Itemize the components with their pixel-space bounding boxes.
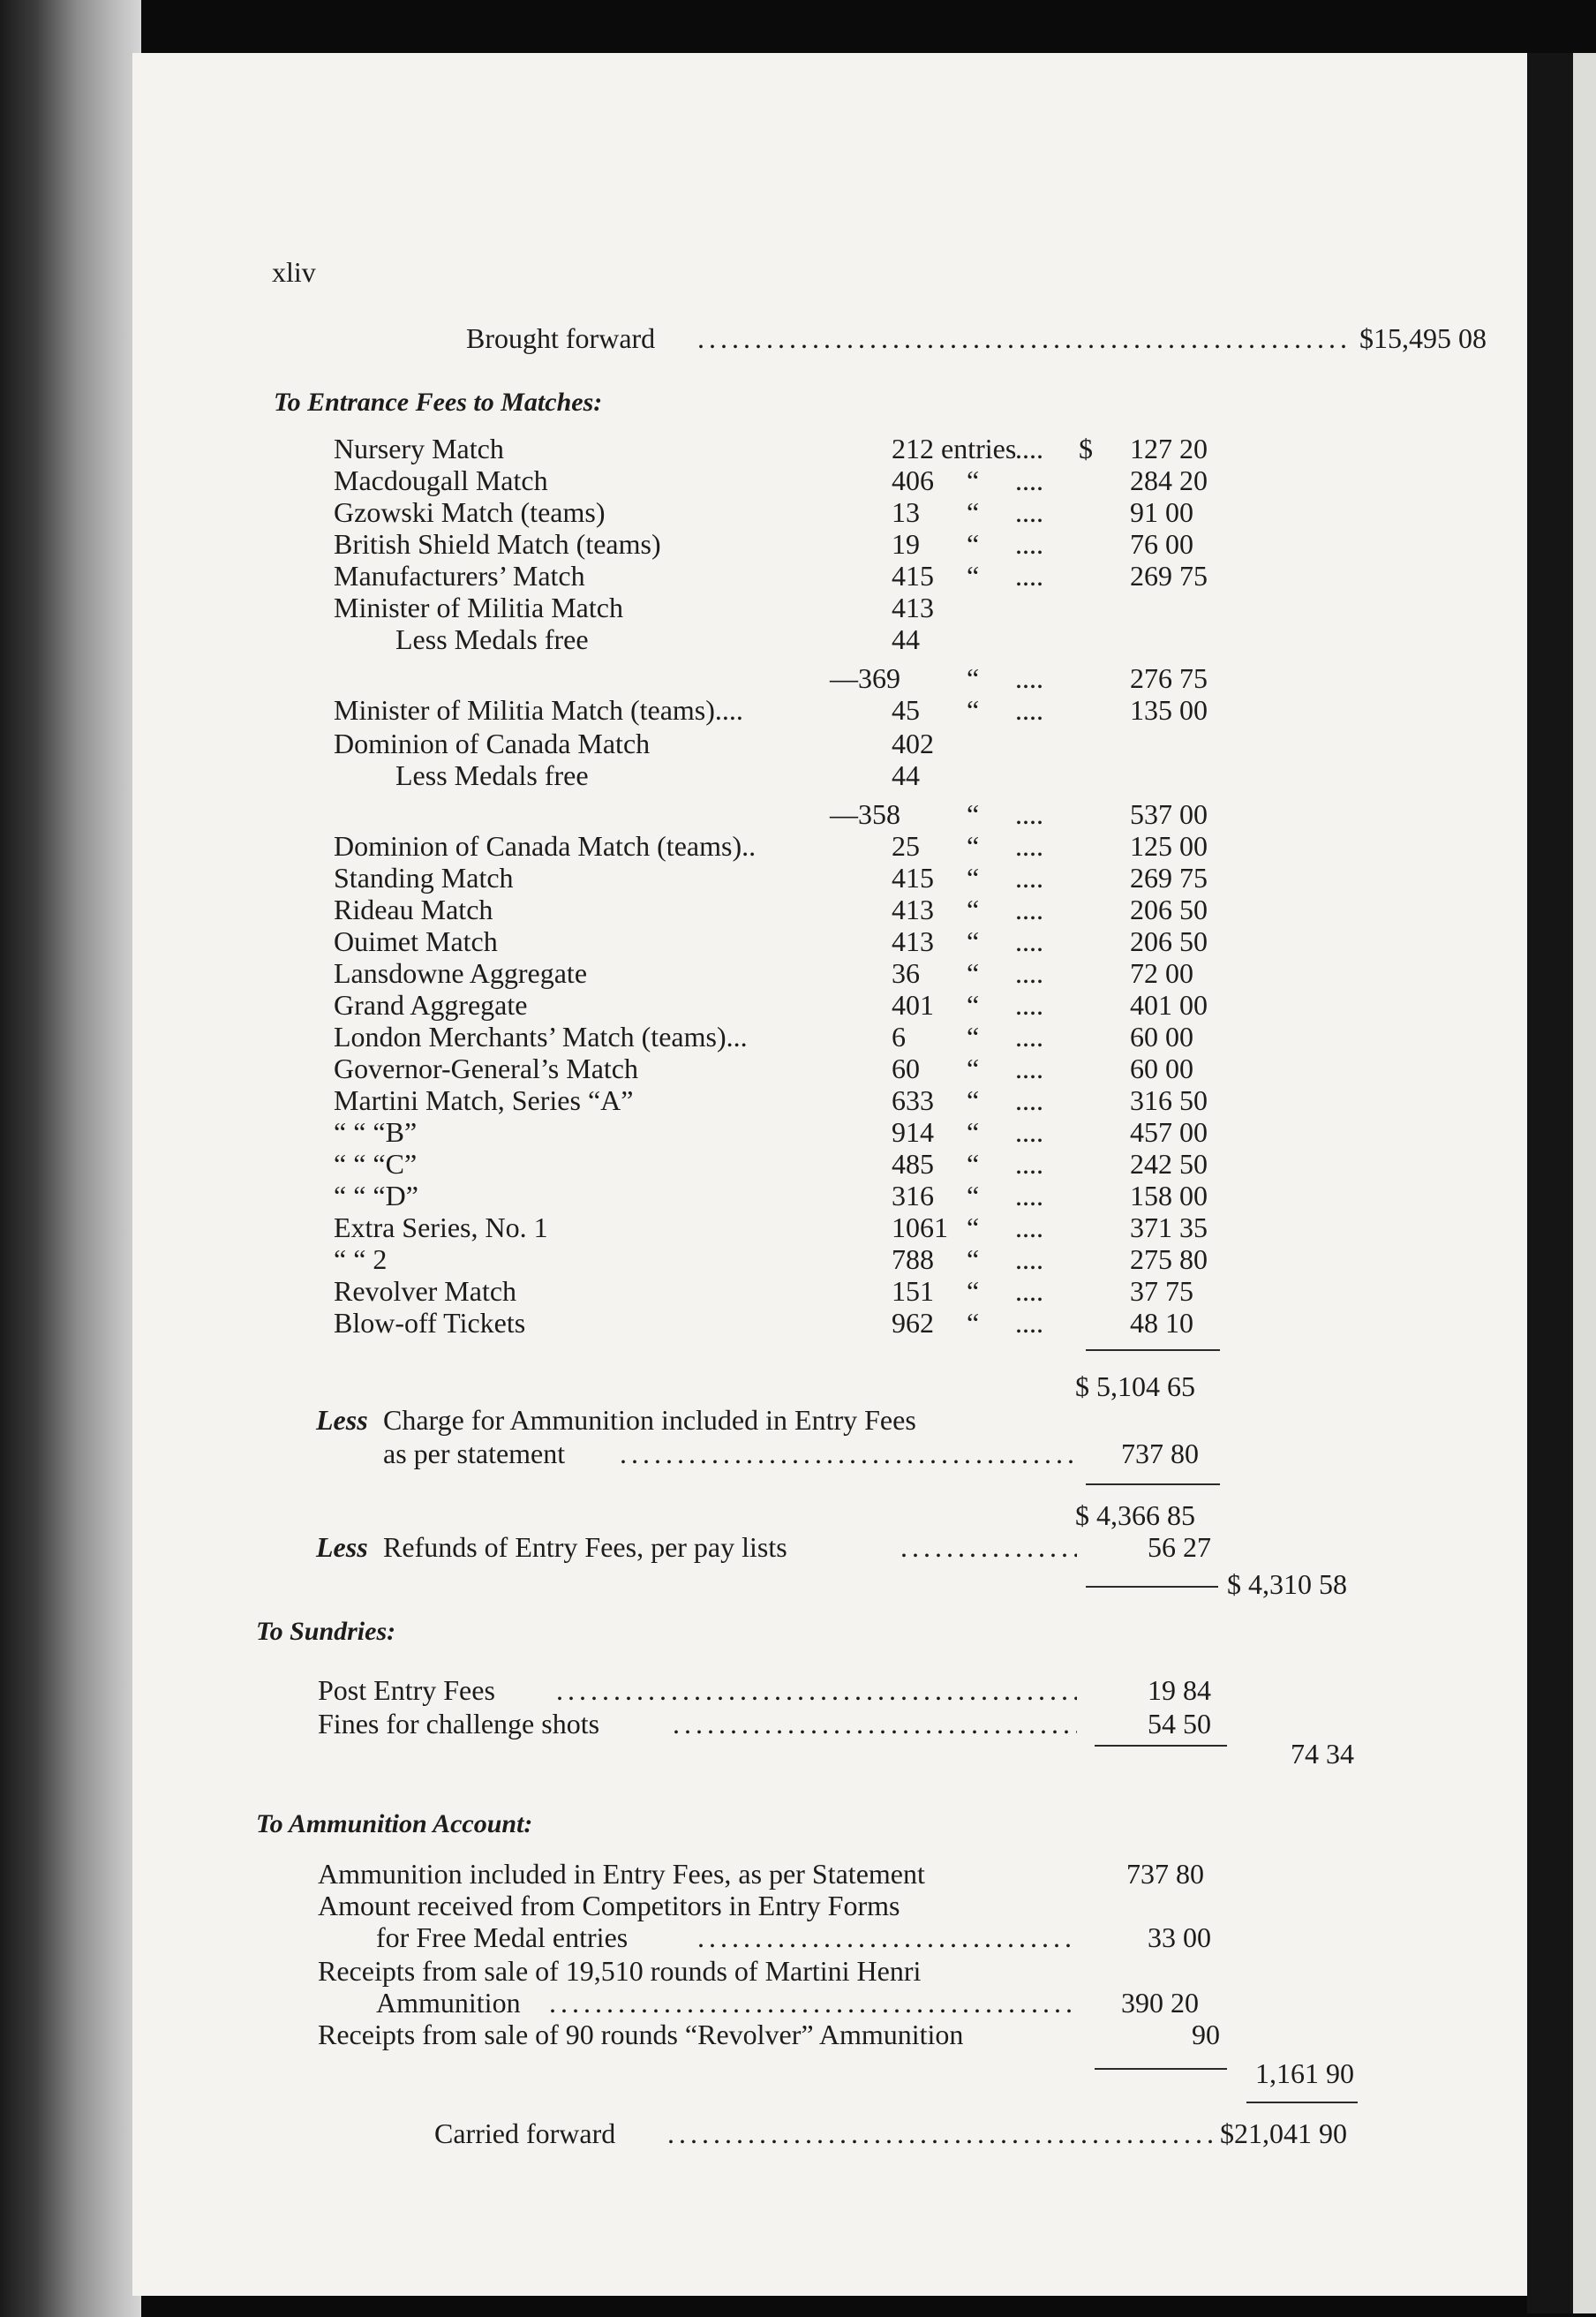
entrance-row-name: Extra Series, No. 1 (334, 1211, 548, 1243)
entrance-row-ditto: “ (967, 862, 980, 894)
sundries-row (132, 1708, 1527, 1740)
entrance-row-name: Dominion of Canada Match (teams).. (334, 830, 757, 862)
entrance-row-count: 485 (892, 1148, 934, 1180)
ammo-row (132, 2019, 1527, 2050)
entrance-row-count: —358 (830, 798, 900, 830)
entrance-row-count: 60 (892, 1053, 920, 1084)
entrance-row (132, 592, 1527, 623)
entrance-row (132, 759, 1527, 791)
entrance-row-name: “ “ “C” (334, 1148, 418, 1180)
entrance-row (132, 1053, 1527, 1084)
entrance-row-ditto: “ (967, 894, 980, 925)
entrance-row-ditto: “ (967, 925, 980, 957)
entrance-row-amount: 316 50 (1130, 1084, 1208, 1116)
entrance-row (132, 623, 1527, 655)
entrance-row-count: 406 (892, 464, 934, 496)
ammo-line: Amount received from Competitors in Entry Forms (318, 1890, 900, 1921)
entrance-row-count: 413 (892, 925, 934, 957)
entrance-row (132, 798, 1527, 830)
entrance-row-amount: 269 75 (1130, 560, 1208, 592)
entrance-row-amount: 158 00 (1130, 1180, 1208, 1211)
entrance-row-name: Lansdowne Aggregate (334, 957, 588, 989)
entrance-row-dots: .... (1015, 830, 1043, 862)
leader-dots (556, 1674, 1077, 1706)
adjacent-page-shadow (1527, 53, 1573, 2313)
entrance-row (132, 560, 1527, 592)
entrance-total-row (132, 1568, 1527, 1600)
entrance-row-dots: .... (1015, 925, 1043, 957)
less-ammo-amount: 737 80 (1121, 1438, 1199, 1469)
carried-forward-row (132, 2117, 1527, 2149)
entrance-row-count: 1061 (892, 1211, 948, 1243)
entrance-row-amount: 72 00 (1130, 957, 1193, 989)
entrance-row-count: 36 (892, 957, 920, 989)
ammo-row (132, 1955, 1527, 1987)
entrance-row-name: London Merchants’ Match (teams)... (334, 1021, 748, 1053)
entrance-total: $ 4,310 58 (1227, 1568, 1347, 1600)
book-spine-edge (0, 0, 141, 2317)
entrance-row-dots: .... (1015, 957, 1043, 989)
entrance-row-ditto: “ (967, 989, 980, 1021)
entrance-row-name: Rideau Match (334, 894, 493, 925)
sundries-amount: 54 50 (1148, 1708, 1211, 1740)
entrance-row-dots: .... (1015, 560, 1043, 592)
subtotal1-amount: $ 5,104 65 (1075, 1370, 1195, 1402)
entrance-row (132, 1180, 1527, 1211)
entrance-row-amount: 135 00 (1130, 694, 1208, 726)
ammo-total: 1,161 90 (1255, 2057, 1354, 2089)
entrance-row-amount: 371 35 (1130, 1211, 1208, 1243)
entrance-row-dots: .... (1015, 433, 1043, 464)
entrance-row-dots: .... (1015, 1307, 1043, 1339)
ammo-line: Ammunition included in Entry Fees, as per Statement (318, 1858, 925, 1890)
sundries-total: 74 34 (1291, 1738, 1354, 1770)
entrance-row-count: 45 (892, 694, 920, 726)
entrance-row (132, 894, 1527, 925)
entrance-row-dots: .... (1015, 464, 1043, 496)
entrance-row-count: 25 (892, 830, 920, 862)
entrance-row-amount: 48 10 (1130, 1307, 1193, 1339)
entrance-row-name: Grand Aggregate (334, 989, 528, 1021)
less-ammo-row2 (132, 1438, 1527, 1469)
entrance-row (132, 662, 1527, 694)
less-refunds-row (132, 1531, 1527, 1563)
sundries-total-row (132, 1738, 1527, 1770)
ammo-row (132, 1987, 1527, 2019)
entrance-row-amount: 125 00 (1130, 830, 1208, 862)
entrance-row-name: Less Medals free (395, 623, 589, 655)
entrance-row-ditto: “ (967, 464, 980, 496)
entrance-row (132, 1211, 1527, 1243)
leader-dots (620, 1438, 1079, 1469)
entrance-row-name: Gzowski Match (teams) (334, 496, 606, 528)
entrance-row-dots: .... (1015, 1053, 1043, 1084)
entrance-row (132, 1084, 1527, 1116)
less-ammo-italic: Less (316, 1404, 368, 1436)
entrance-row-dots: .... (1015, 694, 1043, 726)
entrance-row-dots: .... (1015, 1084, 1043, 1116)
entrance-row-dots: .... (1015, 662, 1043, 694)
entrance-row-dots: .... (1015, 894, 1043, 925)
entrance-row-ditto: “ (967, 1116, 980, 1148)
subtotal2-row (132, 1499, 1527, 1531)
entrance-row-ditto: “ (967, 496, 980, 528)
entrance-heading-row (132, 387, 1527, 419)
entrance-row-name: British Shield Match (teams) (334, 528, 661, 560)
final-rule (1246, 2102, 1358, 2103)
carried-forward-label: Carried forward (434, 2117, 616, 2149)
entrance-row-count: 415 (892, 560, 934, 592)
entrance-row-amount: 401 00 (1130, 989, 1208, 1021)
entrance-row-count: 788 (892, 1243, 934, 1275)
entrance-row-name: Dominion of Canada Match (334, 728, 651, 759)
leader-dots (673, 1708, 1077, 1740)
entrance-row (132, 433, 1527, 464)
entrance-row (132, 528, 1527, 560)
ammo-amount: 90 (1192, 2019, 1220, 2050)
entrance-row-dots: .... (1015, 1148, 1043, 1180)
entrance-row-dots: .... (1015, 1243, 1043, 1275)
page-number: xliv (272, 256, 316, 288)
entrance-row-count: 962 (892, 1307, 934, 1339)
ammo-row (132, 1858, 1527, 1890)
entrance-row-amount: 537 00 (1130, 798, 1208, 830)
ammo-total-row (132, 2057, 1527, 2089)
entrance-row-dots: .... (1015, 1116, 1043, 1148)
ammo-line2: Ammunition (376, 1987, 521, 2019)
leader-dots (697, 322, 1349, 354)
ammo-row (132, 1890, 1527, 1921)
entrance-row-count: 19 (892, 528, 920, 560)
subtotal2-amount: $ 4,366 85 (1075, 1499, 1195, 1531)
entrance-row-dollar: $ (1079, 433, 1093, 464)
less-refunds-amount: 56 27 (1148, 1531, 1211, 1563)
entrance-row-amount: 457 00 (1130, 1116, 1208, 1148)
entrance-row (132, 1243, 1527, 1275)
entrance-row-ditto: “ (967, 798, 980, 830)
entrance-row-count: 212 entries (892, 433, 1017, 464)
entrance-row-ditto: “ (967, 1053, 980, 1084)
entrance-row (132, 1116, 1527, 1148)
entrance-row-ditto: “ (967, 1307, 980, 1339)
entrance-row-amount: 242 50 (1130, 1148, 1208, 1180)
entrance-row-name: Macdougall Match (334, 464, 548, 496)
ammo-line: Receipts from sale of 19,510 rounds of Martini Henri (318, 1955, 922, 1987)
sundries-amount: 19 84 (1148, 1674, 1211, 1706)
sundries-heading: To Sundries: (256, 1617, 396, 1646)
entrance-row-ditto: “ (967, 560, 980, 592)
entrance-row-name: Ouimet Match (334, 925, 498, 957)
sundries-label: Fines for challenge shots (318, 1708, 600, 1740)
entrance-row-count: 151 (892, 1275, 934, 1307)
entrance-row-ditto: “ (967, 1021, 980, 1053)
entrance-row-ditto: “ (967, 1211, 980, 1243)
entrance-row-count: 413 (892, 592, 934, 623)
sundries-row (132, 1674, 1527, 1706)
entrance-row-count: 401 (892, 989, 934, 1021)
entrance-row-dots: .... (1015, 989, 1043, 1021)
entrance-row-name: Minister of Militia Match (334, 592, 623, 623)
entrance-row-amount: 91 00 (1130, 496, 1193, 528)
entrance-row-count: 6 (892, 1021, 906, 1053)
entrance-row-count: 44 (892, 623, 920, 655)
entrance-row (132, 862, 1527, 894)
entrance-row-ditto: “ (967, 1243, 980, 1275)
entrance-row-ditto: “ (967, 1148, 980, 1180)
subtotal-rule (1086, 1349, 1220, 1351)
less-ammo-label2: as per statement (383, 1438, 566, 1469)
entrance-row-dots: .... (1015, 798, 1043, 830)
ammo-heading: To Ammunition Account: (256, 1809, 533, 1838)
ammo-amount: 33 00 (1148, 1921, 1211, 1953)
entrance-row (132, 464, 1527, 496)
less-ammo-label: Charge for Ammunition included in Entry Fees (383, 1404, 916, 1436)
entrance-row (132, 1307, 1527, 1339)
entrance-row (132, 1148, 1527, 1180)
entrance-row-name: Less Medals free (395, 759, 589, 791)
entrance-row-name: Minister of Militia Match (teams).... (334, 694, 743, 726)
entrance-row-dots: .... (1015, 1180, 1043, 1211)
ammo-amount: 737 80 (1126, 1858, 1204, 1890)
entrance-row-amount: 60 00 (1130, 1021, 1193, 1053)
entrance-row-ditto: “ (967, 1180, 980, 1211)
ammo-heading-row (132, 1808, 1527, 1840)
entrance-row-name: Martini Match, Series “A” (334, 1084, 634, 1116)
entrance-row-name: “ “ 2 (334, 1243, 388, 1275)
entrance-row-name: Governor-General’s Match (334, 1053, 638, 1084)
entrance-row-amount: 275 80 (1130, 1243, 1208, 1275)
less-refunds-label: Refunds of Entry Fees, per pay lists (383, 1531, 787, 1563)
entrance-row-name: Standing Match (334, 862, 514, 894)
ledger-page (132, 53, 1527, 2296)
entrance-row-name: “ “ “D” (334, 1180, 418, 1211)
sundries-heading-row (132, 1616, 1527, 1648)
brought-forward-label: Brought forward (466, 322, 656, 354)
entrance-row-count: 44 (892, 759, 920, 791)
entrance-row (132, 496, 1527, 528)
leader-dots (697, 1921, 1077, 1953)
entrance-row-name: “ “ “B” (334, 1116, 418, 1148)
entrance-row-dots: .... (1015, 528, 1043, 560)
entrance-row-ditto: “ (967, 957, 980, 989)
entrance-row-ditto: “ (967, 528, 980, 560)
entrance-row-count: —369 (830, 662, 900, 694)
entrance-row-ditto: “ (967, 830, 980, 862)
entrance-row-ditto: “ (967, 1084, 980, 1116)
entrance-row-count: 13 (892, 496, 920, 528)
entrance-row-amount: 76 00 (1130, 528, 1193, 560)
entrance-row (132, 830, 1527, 862)
page-number-row (132, 256, 1527, 288)
entrance-row-amount: 276 75 (1130, 662, 1208, 694)
entrance-row-name: Nursery Match (334, 433, 504, 464)
ammo-line: Receipts from sale of 90 rounds “Revolver” Ammunition (318, 2019, 964, 2050)
entrance-row (132, 1275, 1527, 1307)
entrance-row-amount: 206 50 (1130, 925, 1208, 957)
leader-dots (667, 2117, 1215, 2149)
entrance-row-count: 914 (892, 1116, 934, 1148)
entrance-row-name: Manufacturers’ Match (334, 560, 585, 592)
subtotal1-row (132, 1370, 1527, 1402)
carried-forward-amount: $21,041 90 (1220, 2117, 1347, 2149)
entrance-row (132, 1021, 1527, 1053)
entrance-row-dots: .... (1015, 1275, 1043, 1307)
entrance-row (132, 694, 1527, 726)
entrance-row-ditto: “ (967, 694, 980, 726)
entrance-row-dots: .... (1015, 1211, 1043, 1243)
entrance-row-amount: 269 75 (1130, 862, 1208, 894)
entrance-row-dots: .... (1015, 496, 1043, 528)
entrance-row-dots: .... (1015, 1021, 1043, 1053)
entrance-row-ditto: “ (967, 662, 980, 694)
brought-forward-row (132, 322, 1527, 354)
entrance-row-amount: 60 00 (1130, 1053, 1193, 1084)
entrance-row-count: 316 (892, 1180, 934, 1211)
ammo-amount: 390 20 (1121, 1987, 1199, 2019)
entrance-row-amount: 206 50 (1130, 894, 1208, 925)
entrance-row-count: 633 (892, 1084, 934, 1116)
entrance-row-amount: 284 20 (1130, 464, 1208, 496)
entrance-heading: To Entrance Fees to Matches: (274, 388, 603, 417)
entrance-row-count: 413 (892, 894, 934, 925)
ammo-line2: for Free Medal entries (376, 1921, 629, 1953)
entrance-row-name: Revolver Match (334, 1275, 517, 1307)
brought-forward-amount: $15,495 08 (1359, 322, 1487, 354)
entrance-row-name: Blow-off Tickets (334, 1307, 526, 1339)
entrance-row-ditto: “ (967, 1275, 980, 1307)
entrance-row-amount: 127 20 (1130, 433, 1208, 464)
entrance-row (132, 957, 1527, 989)
entrance-row (132, 989, 1527, 1021)
entrance-row (132, 728, 1527, 759)
subtotal2-rule (1086, 1483, 1220, 1485)
entrance-row-amount: 37 75 (1130, 1275, 1193, 1307)
adjacent-page-edge (1573, 53, 1596, 2313)
leader-dots (900, 1531, 1077, 1563)
entrance-row-count: 402 (892, 728, 934, 759)
sundries-label: Post Entry Fees (318, 1674, 495, 1706)
ammo-row (132, 1921, 1527, 1953)
entrance-row-dots: .... (1015, 862, 1043, 894)
less-refunds-italic: Less (316, 1531, 368, 1563)
entrance-row (132, 925, 1527, 957)
less-ammo-row (132, 1404, 1527, 1436)
entrance-row-count: 415 (892, 862, 934, 894)
leader-dots (549, 1987, 1077, 2019)
